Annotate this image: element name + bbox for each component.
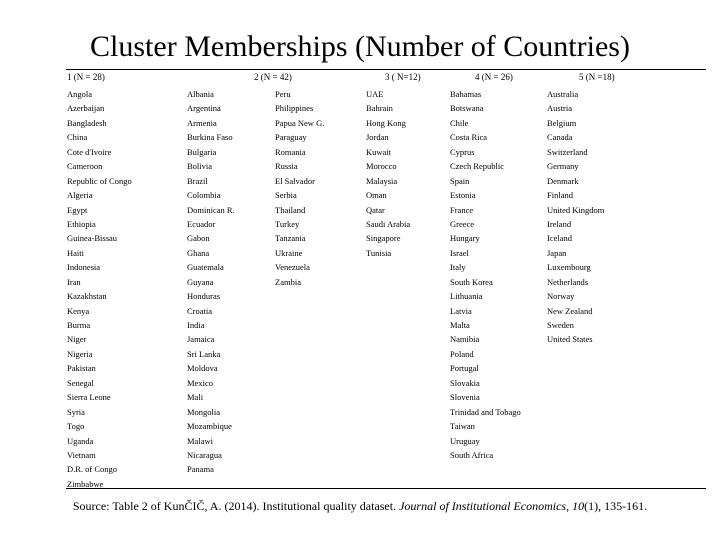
country-cell: Republic of Congo: [67, 175, 132, 186]
country-cell: South Africa: [450, 449, 494, 460]
country-cell: Ireland: [547, 218, 572, 229]
cluster-4-header: 4 (N = 26): [475, 72, 513, 82]
country-cell: Vietnam: [67, 449, 96, 460]
country-cell: Slovakia: [450, 377, 480, 388]
country-cell: Guyana: [187, 276, 214, 287]
source-prefix: Source: Table 2 of KunČIČ, A. (2014). Institutional quality dataset.: [72, 499, 400, 513]
source-citation: [0, 498, 720, 514]
country-cell: Lithuania: [450, 291, 483, 302]
country-cell: Bulgaria: [187, 146, 217, 157]
country-cell: Malawi: [187, 435, 213, 446]
country-cell: Brazil: [187, 175, 208, 186]
country-cell: Peru: [275, 89, 291, 99]
country-cell: Czech Republic: [450, 161, 505, 172]
cluster-3b-column: [366, 87, 461, 260]
country-cell: China: [67, 132, 88, 143]
country-cell: Tunisia: [366, 247, 392, 258]
country-cell: Namibia: [450, 334, 480, 345]
country-cell: Togo: [67, 421, 85, 432]
country-cell: UAE: [366, 89, 384, 99]
country-cell: Turkey: [275, 218, 300, 229]
country-cell: Ghana: [187, 247, 210, 258]
country-cell: Israel: [450, 247, 469, 258]
country-cell: Costa Rica: [450, 132, 488, 143]
country-cell: Senegal: [67, 377, 94, 388]
country-cell: Slovenia: [450, 392, 480, 403]
country-cell: Angola: [67, 89, 93, 99]
country-cell: Hong Kong: [366, 117, 406, 128]
country-cell: Croatia: [187, 305, 213, 316]
country-cell: Russia: [275, 161, 298, 172]
country-cell: Portugal: [450, 363, 479, 374]
country-cell: Pakistan: [67, 363, 96, 374]
country-cell: Greece: [450, 218, 475, 229]
country-cell: Albania: [187, 89, 214, 99]
country-cell: Jamaica: [187, 334, 215, 345]
country-cell: Bangladesh: [67, 117, 107, 128]
country-cell: United Kingdom: [547, 204, 605, 215]
country-cell: D.R. of Congo: [67, 464, 118, 475]
country-cell: Mozambique: [187, 421, 232, 432]
country-cell: Haiti: [67, 247, 84, 258]
country-cell: Poland: [450, 348, 474, 359]
country-cell: Syria: [67, 406, 85, 417]
country-cell: Sierra Leone: [67, 392, 111, 403]
country-cell: Chile: [450, 117, 469, 128]
country-cell: Moldova: [187, 363, 218, 374]
country-cell: Latvia: [450, 305, 472, 316]
country-cell: Finland: [547, 190, 573, 201]
country-cell: Singapore: [366, 233, 401, 244]
country-cell: Cote d'Ivoire: [67, 146, 112, 157]
country-cell: India: [187, 320, 205, 330]
country-cell: Tanzania: [275, 233, 306, 244]
country-cell: Ukraine: [275, 247, 303, 258]
country-cell: Kuwait: [366, 146, 392, 157]
country-cell: Colombia: [187, 190, 221, 201]
cluster-3-header: 3 ( N=12): [385, 72, 421, 82]
country-cell: Qatar: [366, 204, 385, 215]
country-cell: Iceland: [547, 233, 573, 244]
country-cell: Burma: [67, 320, 91, 330]
country-cell: Trinidad and Tobago: [450, 406, 521, 417]
country-cell: Malaysia: [366, 175, 398, 186]
country-cell: Algeria: [67, 190, 93, 201]
country-cell: Morocco: [366, 161, 397, 172]
country-cell: Germany: [547, 161, 579, 172]
country-cell: Uruguay: [450, 435, 480, 446]
country-cell: Bolivia: [187, 161, 213, 172]
country-cell: Mongolia: [187, 406, 221, 417]
country-cell: Sri Lanka: [187, 348, 221, 359]
cluster-1-column: [67, 87, 162, 491]
country-cell: Gabon: [187, 233, 210, 244]
country-cell: Egypt: [67, 204, 88, 215]
country-cell: Luxembourg: [547, 262, 591, 273]
country-cell: Cameroon: [67, 161, 103, 172]
country-cell: Sweden: [547, 320, 574, 330]
country-cell: South Korea: [450, 276, 493, 287]
country-cell: Canada: [547, 132, 573, 143]
country-cell: Panama: [187, 464, 214, 475]
country-cell: Philippines: [275, 103, 314, 114]
country-cell: Denmark: [547, 175, 579, 186]
country-cell: Argentina: [187, 103, 221, 114]
country-cell: Bahamas: [450, 89, 482, 99]
table-bottom-rule: [66, 488, 706, 489]
country-cell: Australia: [547, 89, 579, 99]
country-cell: Niger: [67, 334, 87, 345]
cluster-3-column: [275, 87, 370, 289]
slide-title: Cluster Memberships (Number of Countries): [90, 30, 630, 63]
source-journal: Journal of Institutional Economics, 10: [399, 499, 585, 513]
country-cell: Honduras: [187, 291, 221, 302]
country-cell: Estonia: [450, 190, 476, 201]
country-cell: Kazakhstan: [67, 291, 107, 302]
country-cell: Hungary: [450, 233, 480, 244]
country-cell: United States: [547, 334, 593, 345]
country-cell: Japan: [547, 247, 567, 258]
country-cell: Taiwan: [450, 421, 475, 432]
country-cell: Botswana: [450, 103, 484, 114]
country-cell: Jordan: [366, 132, 389, 143]
country-cell: Thailand: [275, 204, 306, 215]
country-cell: Mali: [187, 392, 204, 403]
country-cell: Indonesia: [67, 262, 101, 273]
country-cell: Nicaragua: [187, 449, 222, 460]
country-cell: New Zealand: [547, 305, 593, 316]
country-cell: Burkina Faso: [187, 132, 233, 143]
country-cell: Kenya: [67, 305, 90, 316]
country-cell: Uganda: [67, 435, 94, 446]
country-cell: El Salvador: [275, 175, 315, 186]
country-cell: Netherlands: [547, 276, 589, 287]
country-cell: Mexico: [187, 377, 213, 388]
country-cell: Bahrain: [366, 103, 393, 114]
country-cell: Guinea-Bissau: [67, 233, 118, 244]
country-cell: Cyprus: [450, 146, 475, 157]
country-cell: Ethiopia: [67, 218, 96, 229]
table-top-rule: [66, 69, 706, 70]
cluster-1-header: 1 (N = 28): [67, 72, 105, 82]
country-cell: Armenia: [187, 117, 217, 128]
country-cell: France: [450, 204, 474, 215]
country-cell: Zambia: [275, 276, 301, 287]
country-cell: Malta: [450, 320, 470, 330]
country-cell: Austria: [547, 103, 573, 114]
country-cell: Papua New G.: [275, 117, 325, 128]
country-cell: Romania: [275, 146, 306, 157]
country-cell: Serbia: [275, 190, 297, 201]
country-cell: Ecuador: [187, 218, 216, 229]
country-cell: Paraguay: [275, 132, 307, 143]
source-suffix: (1), 135-161.: [584, 499, 648, 513]
cluster-5-column: [547, 87, 642, 347]
cluster-4-column: [450, 87, 545, 462]
cluster-2-header: 2 (N = 42): [254, 72, 292, 82]
country-cell: Saudi Arabia: [366, 218, 411, 229]
country-cell: Iran: [67, 276, 81, 287]
country-cell: Zimbabwe: [67, 478, 104, 489]
country-cell: Dominican R.: [187, 204, 235, 215]
country-cell: Guatemala: [187, 262, 224, 273]
cluster-5-header: 5 (N =18): [579, 72, 615, 82]
country-cell: Azerbaijan: [67, 103, 105, 114]
country-cell: Venezuela: [275, 262, 310, 273]
cluster-2-column: [187, 87, 282, 477]
country-cell: Nigeria: [67, 348, 93, 359]
country-cell: Italy: [450, 262, 466, 273]
country-cell: Norway: [547, 291, 575, 302]
country-cell: Belgium: [547, 117, 577, 128]
country-cell: Spain: [450, 175, 470, 186]
country-cell: Switzerland: [547, 146, 588, 157]
country-cell: Oman: [366, 190, 387, 201]
